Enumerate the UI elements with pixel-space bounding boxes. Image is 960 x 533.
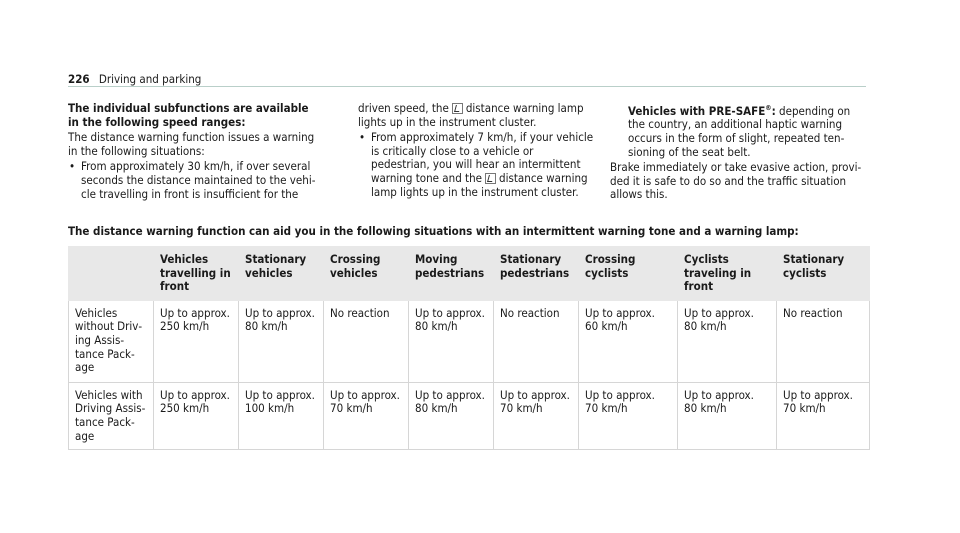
column-2 bbox=[358, 102, 594, 201]
table-cell: Up to approx. 80 km/h bbox=[409, 300, 494, 382]
table-header-row bbox=[69, 247, 870, 301]
table-cell: Up to approx. 70 km/h bbox=[324, 382, 409, 449]
table-row bbox=[69, 382, 870, 449]
table-cell: Up to approx. 70 km/h bbox=[777, 382, 870, 449]
pre-safe-text: depending on the country, an additional haptic warning occurs in the form of slight, repeated tensioning of the seat belt. bbox=[628, 103, 851, 159]
bullet-7kmh bbox=[358, 131, 594, 199]
table-intro: The distance warning function can aid you in the following situations with an intermittent warning tone and a warning lamp: bbox=[68, 224, 799, 238]
bullet-30kmh: • From approximately 30 km/h, if over several seconds the distance maintained to the vehicle travelling in front is insufficient for the bbox=[68, 160, 320, 201]
table-cell: Up to approx. 60 km/h bbox=[579, 300, 678, 382]
continued-text-a: driven speed, the bbox=[358, 101, 449, 115]
continued-text bbox=[358, 102, 594, 129]
table-cell: Up to approx. 100 km/h bbox=[239, 382, 324, 449]
header-cyclists-in-front: Cyclists traveling in front bbox=[678, 247, 777, 301]
table-cell: Up to approx. 80 km/h bbox=[678, 300, 777, 382]
header-stationary-vehicles: Stationary vehicles bbox=[239, 247, 324, 301]
column-3 bbox=[610, 102, 866, 204]
continued-text-b: distance warning lamp lights up in the instrument cluster. bbox=[358, 101, 584, 129]
table-cell: Up to approx. 80 km/h bbox=[678, 382, 777, 449]
section-title: Driving and parking bbox=[98, 72, 202, 86]
pre-safe-label: Vehicles with PRE-SAFE bbox=[628, 103, 766, 118]
header-stationary-cyclists: Stationary cyclists bbox=[777, 247, 870, 301]
bullet-7kmh-b: distance warning lamp lights up in the instrument cluster. bbox=[371, 170, 588, 199]
registered-mark: ® bbox=[765, 104, 772, 112]
warning-situations-table bbox=[68, 246, 870, 450]
intro-text: The distance warning function issues a warning in the following situations: bbox=[68, 130, 315, 158]
table-cell: No reaction bbox=[777, 300, 870, 382]
table-cell: Up to approx. 250 km/h bbox=[154, 382, 239, 449]
table-row bbox=[69, 300, 870, 382]
distance-warning-lamp-icon bbox=[452, 103, 463, 114]
header-crossing-cyclists: Crossing cyclists bbox=[579, 247, 678, 301]
subfunctions-heading: The individual subfunctions are available in the following speed ranges: bbox=[68, 101, 309, 129]
pre-safe-colon: : bbox=[771, 103, 776, 118]
row-label: Vehicles without Driving Assistance Package bbox=[69, 300, 154, 382]
table-cell: Up to approx. 70 km/h bbox=[494, 382, 579, 449]
page-number: 226 bbox=[68, 72, 90, 86]
header-moving-pedestrians: Moving pedestrians bbox=[409, 247, 494, 301]
page-header bbox=[68, 72, 201, 86]
row-label: Vehicles with Driving Assistance Package bbox=[69, 382, 154, 449]
table-cell: No reaction bbox=[494, 300, 579, 382]
header-stationary-pedestrians: Stationary pedestrians bbox=[494, 247, 579, 301]
pre-safe-note bbox=[610, 102, 866, 159]
table-cell: Up to approx. 70 km/h bbox=[579, 382, 678, 449]
column-1 bbox=[68, 102, 320, 203]
table-cell: No reaction bbox=[324, 300, 409, 382]
table-cell: Up to approx. 80 km/h bbox=[239, 300, 324, 382]
table-cell: Up to approx. 250 km/h bbox=[154, 300, 239, 382]
header-divider bbox=[68, 86, 866, 87]
distance-warning-lamp-icon bbox=[485, 173, 496, 184]
header-vehicles-in-front: Vehicles travelling in front bbox=[154, 247, 239, 301]
header-crossing-vehicles: Crossing vehicles bbox=[324, 247, 409, 301]
header-cell-blank bbox=[69, 247, 154, 301]
bullet-7kmh-a: From approximately 7 km/h, if your vehicle is critically close to a vehicle or pedestrian, you will hear an intermittent warning tone and the bbox=[371, 130, 594, 185]
brake-instruction: Brake immediately or take evasive action, provided it is safe to do so and the traffic situation allows this. bbox=[610, 160, 862, 202]
table-cell: Up to approx. 80 km/h bbox=[409, 382, 494, 449]
